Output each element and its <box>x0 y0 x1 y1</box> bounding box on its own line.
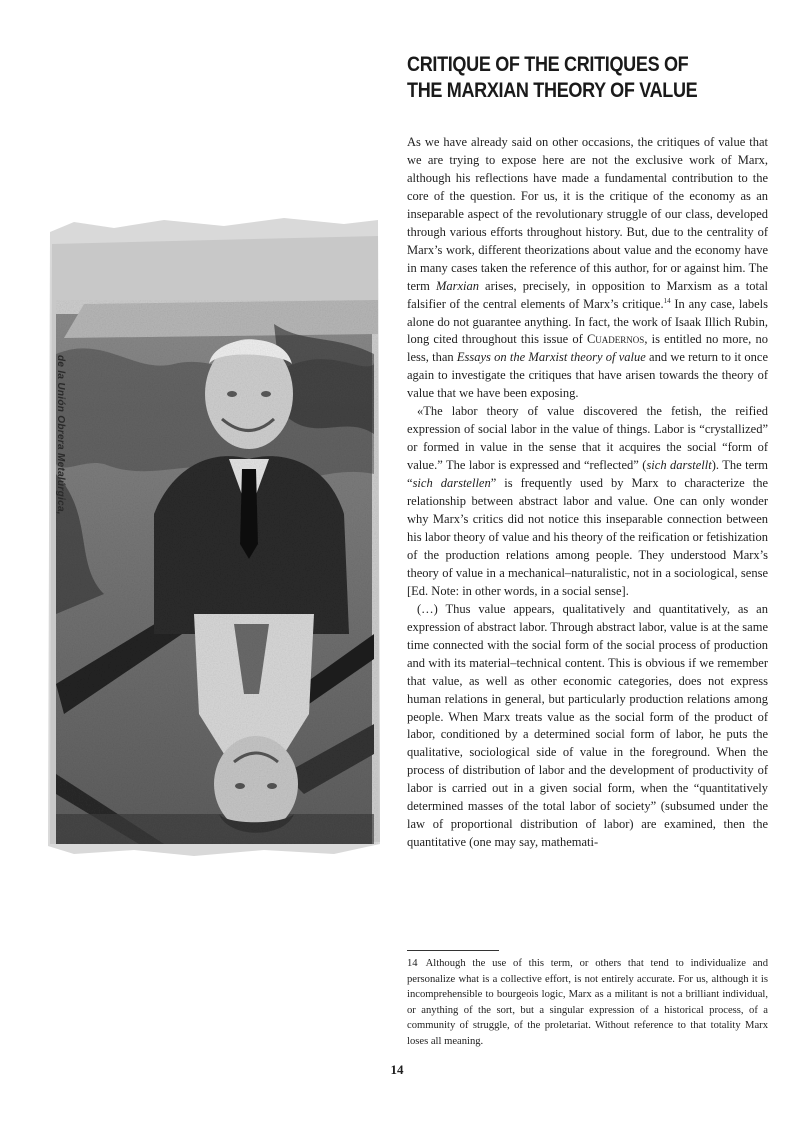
book-title: Essays on the Marxist theory of value <box>456 350 646 365</box>
paragraph-1 <box>407 134 768 403</box>
text-run: , is entitled no more, no less, than <box>407 332 768 365</box>
footnote-number: 14 <box>407 958 418 969</box>
footnote-ref: 14 <box>663 296 671 305</box>
title-line-1: CRITIQUE OF THE CRITIQUES OF <box>407 53 689 76</box>
emphasis-german: sich darstellt <box>646 458 712 473</box>
emphasis-german: sich darstellen <box>412 476 491 491</box>
text-run: and we return to it once again to investigate the critiques that have arisen towards the theory of value that we have been exposing. <box>407 350 768 401</box>
collage-illustration <box>44 214 384 860</box>
text-run: In any case, labels alone do not guarantee anything. In fact, the work of Isaak Illich Rubin, long cited throughout this issue of <box>407 296 768 347</box>
text-run: ” is frequently used by Marx to characterize the relationship between abstract labor and value. One can only wonder why Marx’s critics did not notice this inseparable connection between his labor theory of value and his theory of the reification or fetishization of the production relations among people. They understood Marx’s theory of value in a mechanical–naturalistic, not in a sociological, sense [Ed. Note: in other words, in a social sense]. <box>407 476 768 598</box>
paragraph-3: (…) Thus value appears, qualitatively and quantitatively, as an expression of abstract labor. Through abstract labor, value is at the same time connected with the social form of the social process of production and with its material–technical content. This is obvious if we remember that value, as well as other economic categories, does not express human relations in general, but particularly production relations among people. When Marx treats value as the social form of the product of labor, conditioned by a determined social form of labor, he puts the qualitative, sociological side of value in the foreground. When the process of distribution of labor and the development of productivity of labor is carried out in a given social form, when the “quantitatively determined masses of the total labor of society” (subsumed under the law of proportional distribution of labor) are examined, then the quantitative (one may say, mathemati- <box>407 601 768 850</box>
text-run: «The labor theory of value discovered the fetish, the reified expression of social labor in the value of things. Labor is “crystallized” or formed in value in the sense that it acquires the social “form of value.” The labor is expressed and “reflected” ( <box>407 404 768 473</box>
paragraph-2 <box>407 403 768 600</box>
page-number: 14 <box>390 1062 404 1077</box>
emphasis-marxian: Marxian <box>435 278 480 293</box>
collage-side-caption: de la Unión Obrera Metalúrgica, <box>55 355 66 515</box>
text-run: ). The term “ <box>407 458 769 491</box>
text-run: As we have already said on other occasions, the critiques of value that we are trying to expose here are not the exclusive work of Marx, although his reflections have made a fundamental contribution to the core of the question. For us, it is the critique of the economy as an inseparable aspect of the revolutionary struggle of our class, developed through various efforts throughout history. But, due to the centrality of Marx’s work, different theorizations about value and the economy have in many cases taken the reference of this author, for or against him. The term <box>407 135 768 293</box>
journal-name: Cuadernos <box>586 332 645 347</box>
article-body <box>407 134 768 852</box>
article-title <box>407 52 699 104</box>
text-run: arises, precisely, in opposition to Marxism as a total falsifier of the central elements of Marx’s critique. <box>407 278 768 311</box>
footnote <box>407 956 768 1049</box>
footnote-divider <box>407 950 499 951</box>
title-line-2: THE MARXIAN THEORY OF VALUE <box>407 79 698 102</box>
footnote-text: Although the use of this term, or others that tend to individualize and personalize what is a collective effort, is not entirely accurate. For us, although it is incomprehensible to bourgeois logic, Marx as a militant is not a brilliant individual, or anything of the sort, but a singular expression of a historical process, of a community of struggle, of the proletariat. Without reference to that totality Marx loses all meaning. <box>407 958 768 1047</box>
collage-photo <box>44 214 384 860</box>
